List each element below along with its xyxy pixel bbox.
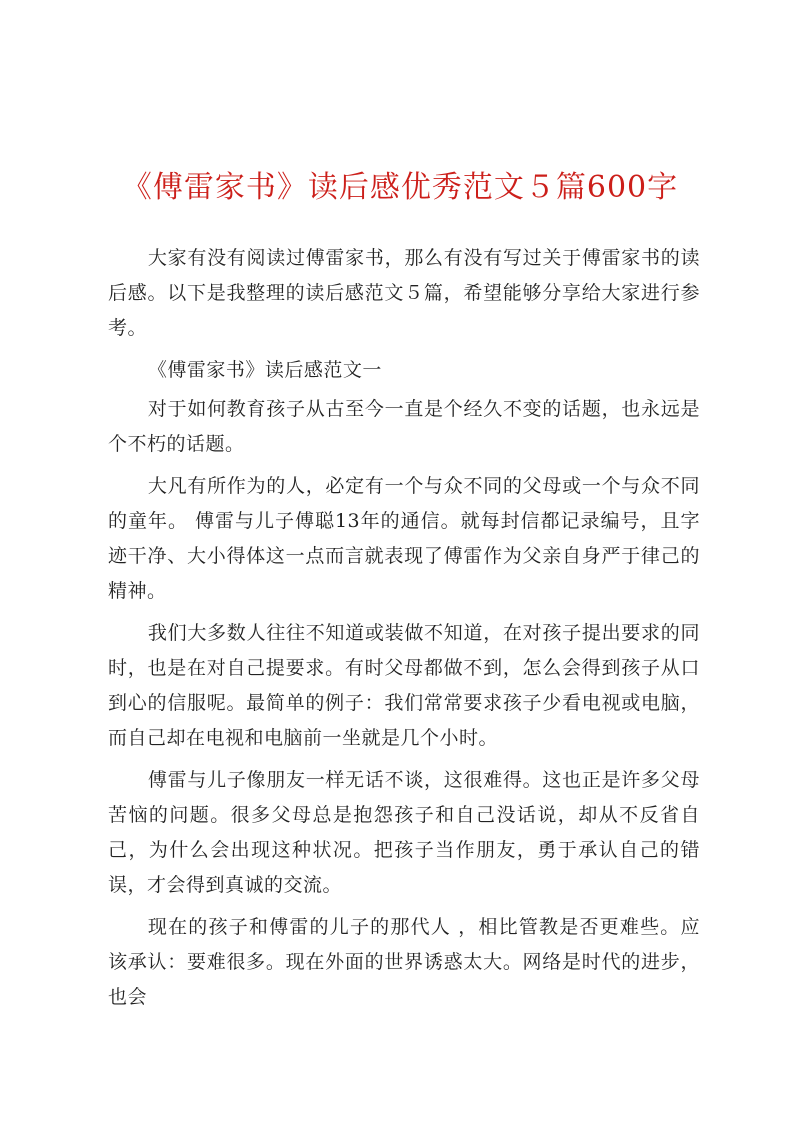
body-paragraph: 我们大多数人往往不知道或装做不知道，在对孩子提出要求的同时，也是在对自己提要求。有时父母都做不到，怎么会得到孩子从口到心的信服呢。最简单的例子：我们常常要求孩子少看电视或电脑，而自己却在电视和电脑前一坐就是几个小时。 xyxy=(108,622,700,749)
intro-paragraph: 大家有没有阅读过傅雷家书，那么有没有写过关于傅雷家书的读后感。以下是我整理的读后感范文５篇，希望能够分享给大家进行参考。 xyxy=(108,247,700,339)
body-paragraph: 傅雷与儿子像朋友一样无话不谈，这很难得。这也正是许多父母苦恼的问题。很多父母总是抱怨孩子和自己没话说，却从不反省自己，为什么会出现这种状况。把孩子当作朋友，勇于承认自己的错误，才会得到真诚的交流。 xyxy=(108,769,700,896)
document-body xyxy=(108,241,700,1022)
document-title: 《傅雷家书》读后感优秀范文５篇600字 xyxy=(121,170,679,205)
body-paragraph: 大凡有所作为的人，必定有一个与众不同的父母或一个与众不同的童年。 傅雷与儿子傅聪13年的通信。就每封信都记录编号，且字迹干净、大小得体这一点而言就表现了傅雷作为父亲自身严于律己的精神。 xyxy=(108,475,700,602)
body-paragraph: 现在的孩子和傅雷的儿子的那代人 ，相比管教是否更难些。应该承认：要难很多。现在外面的世界诱惑太大。网络是时代的进步，也会 xyxy=(108,916,700,1008)
body-paragraph: 对于如何教育孩子从古至今一直是个经久不变的话题，也永远是个不朽的话题。 xyxy=(108,398,700,455)
section-heading: 《傅雷家书》读后感范文一 xyxy=(147,359,382,381)
